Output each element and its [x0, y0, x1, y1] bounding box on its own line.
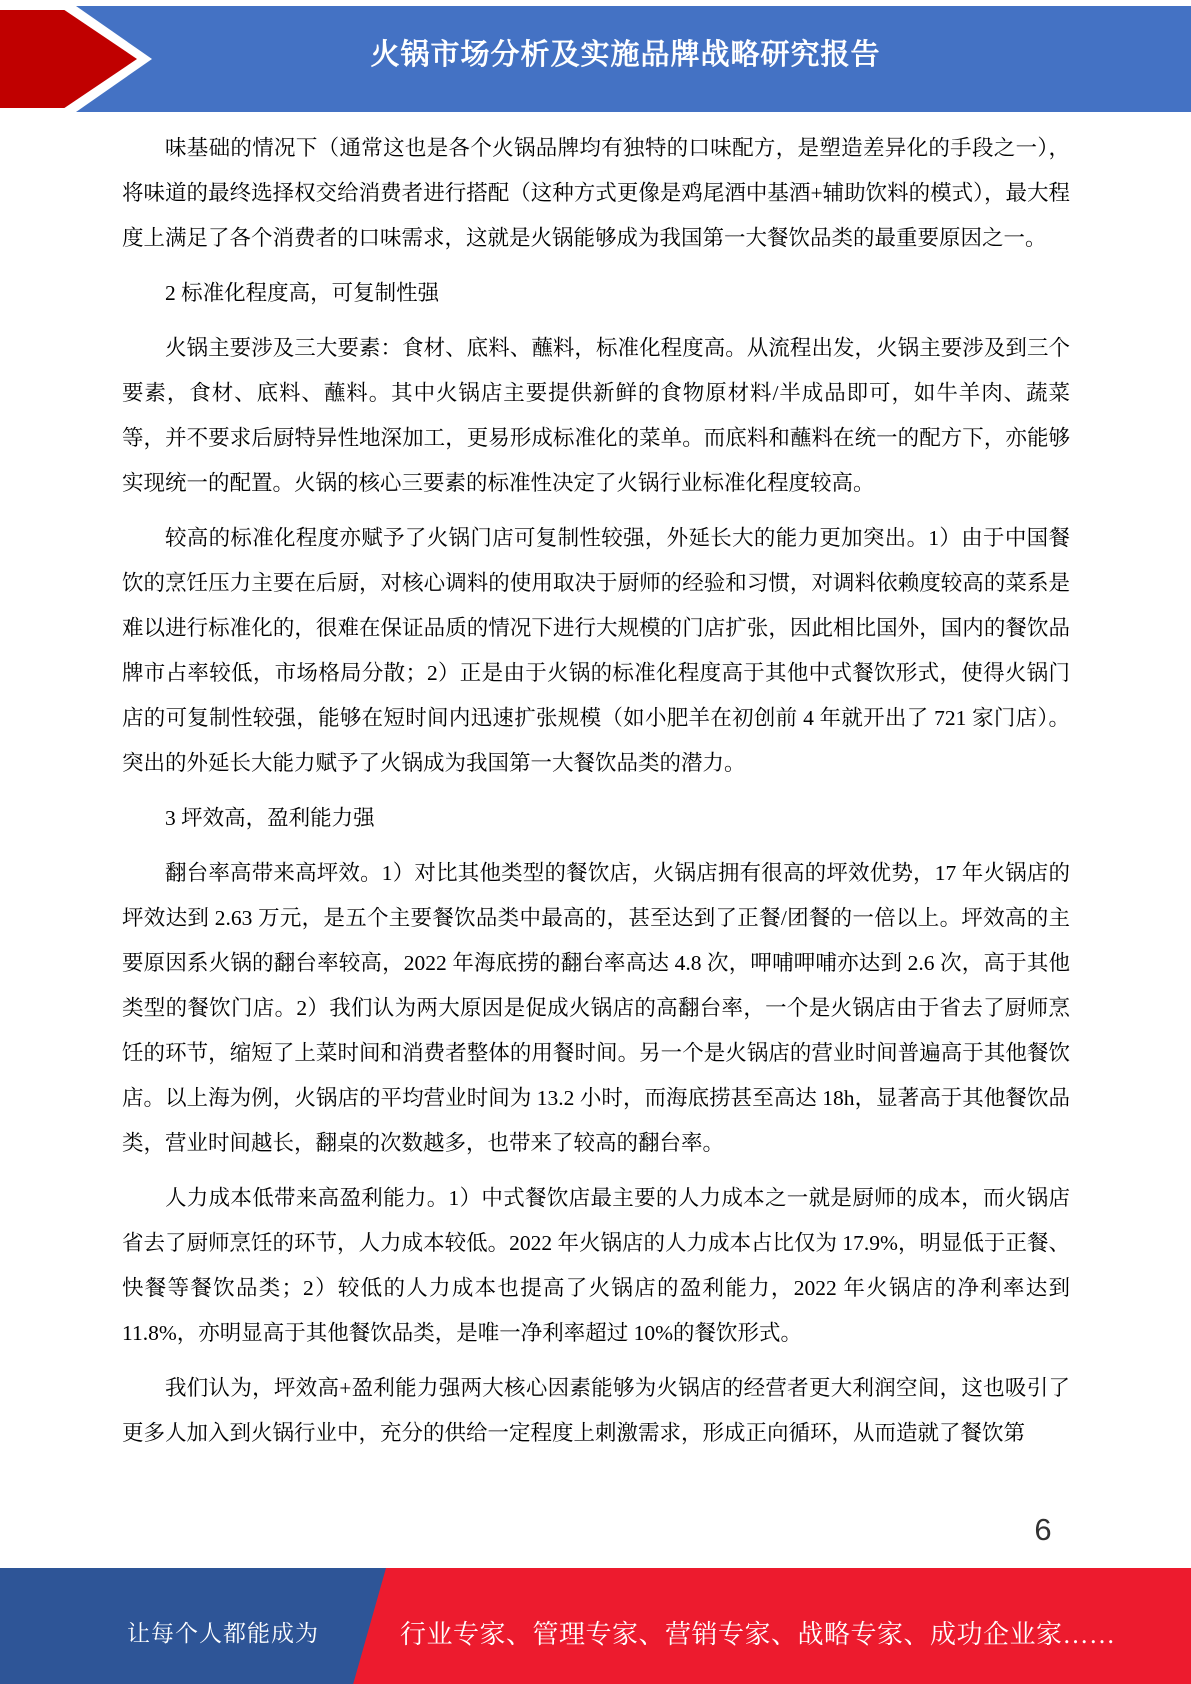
footer-slogan-right: 行业专家、管理专家、营销专家、战略专家、成功企业家…… — [400, 1620, 1116, 1649]
header-banner — [0, 6, 1191, 112]
footer-slogan-left: 让每个人都能成为 — [127, 1621, 319, 1646]
document-body — [122, 126, 1070, 1466]
body-paragraph: 翻台率高带来高坪效。1）对比其他类型的餐饮店，火锅店拥有很高的坪效优势，17 年火锅店的坪效达到 2.63 万元，是五个主要餐饮品类中最高的，甚至达到了正餐/团餐的一倍以上。坪效高的主要原因系火锅的翻台率较高，2022 年海底捞的翻台率高达 4.8 次，呷哺呷哺亦达到 2.6 次，高于其他类型的餐饮门店。2）我们认为两大原因是促成火锅店的高翻台率，一个是火锅店由于省去了厨师烹饪的环节，缩短了上菜时间和消费者整体的用餐时间。另一个是火锅店的营业时间普遍高于其他餐饮店。以上海为例，火锅店的平均营业时间为 13.2 小时，而海底捞甚至高达 18h，显著高于其他餐饮品类，营业时间越长，翻桌的次数越多，也带来了较高的翻台率。 — [122, 861, 1070, 1155]
body-paragraph: 火锅主要涉及三大要素：食材、底料、蘸料，标准化程度高。从流程出发，火锅主要涉及到三个要素，食材、底料、蘸料。其中火锅店主要提供新鲜的食物原材料/半成品即可，如牛羊肉、蔬菜等，并不要求后厨特异性地深加工，更易形成标准化的菜单。而底料和蘸料在统一的配方下，亦能够实现统一的配置。火锅的核心三要素的标准性决定了火锅行业标准化程度较高。 — [122, 336, 1070, 495]
section-heading: 3 坪效高，盈利能力强 — [165, 806, 375, 830]
section-heading: 2 标准化程度高，可复制性强 — [165, 281, 440, 305]
page-number: 6 — [1034, 1512, 1052, 1547]
body-paragraph: 较高的标准化程度亦赋予了火锅门店可复制性较强，外延长大的能力更加突出。1）由于中国餐饮的烹饪压力主要在后厨，对核心调料的使用取决于厨师的经验和习惯，对调料依赖度较高的菜系是难以进行标准化的，很难在保证品质的情况下进行大规模的门店扩张，因此相比国外，国内的餐饮品牌市占率较低，市场格局分散；2）正是由于火锅的标准化程度高于其他中式餐饮形式，使得火锅门店的可复制性较强，能够在短时间内迅速扩张规模（如小肥羊在初创前 4 年就开出了 721 家门店）。突出的外延长大能力赋予了火锅成为我国第一大餐饮品类的潜力。 — [122, 526, 1070, 775]
body-paragraph: 人力成本低带来高盈利能力。1）中式餐饮店最主要的人力成本之一就是厨师的成本，而火锅店省去了厨师烹饪的环节，人力成本较低。2022 年火锅店的人力成本占比仅为 17.9%，明显低于正餐、快餐等餐饮品类；2）较低的人力成本也提高了火锅店的盈利能力，2022 年火锅店的净利率达到 11.8%，亦明显高于其他餐饮品类，是唯一净利率超过 10%的餐饮形式。 — [122, 1186, 1070, 1345]
footer-banner — [0, 1568, 1191, 1684]
report-title: 火锅市场分析及实施品牌战略研究报告 — [370, 39, 881, 71]
chevron-arrow-icon — [0, 10, 137, 108]
body-paragraph: 我们认为，坪效高+盈利能力强两大核心因素能够为火锅店的经营者更大利润空间，这也吸引了更多人加入到火锅行业中，充分的供给一定程度上刺激需求，形成正向循环，从而造就了餐饮第 — [122, 1376, 1070, 1445]
body-paragraph: 味基础的情况下（通常这也是各个火锅品牌均有独特的口味配方，是塑造差异化的手段之一），将味道的最终选择权交给消费者进行搭配（这种方式更像是鸡尾酒中基酒+辅助饮料的模式），最大程度上满足了各个消费者的口味需求，这就是火锅能够成为我国第一大餐饮品类的最重要原因之一。 — [122, 136, 1070, 250]
